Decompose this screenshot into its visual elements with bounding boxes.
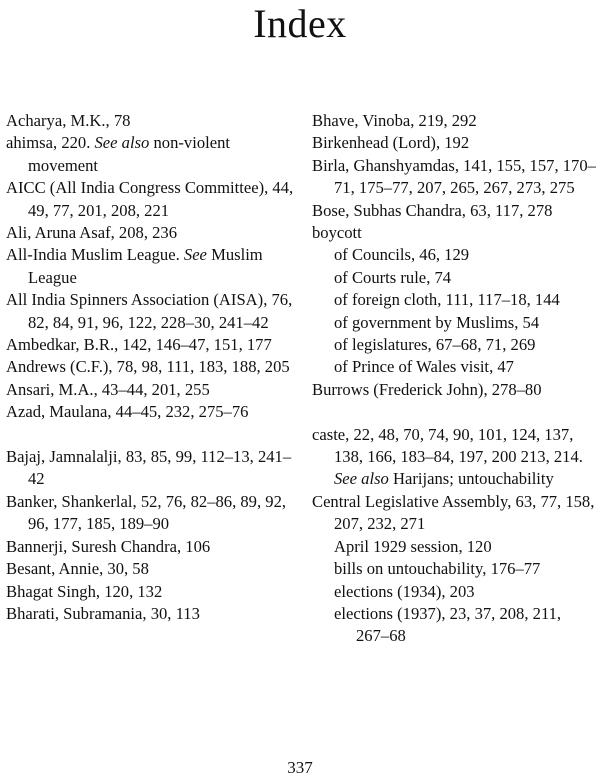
entry-term: elections (1937): [334, 603, 442, 623]
index-entry: [6, 401, 296, 423]
cross-reference-target: non-violent movement: [28, 133, 230, 175]
index-subentry: [312, 536, 597, 558]
entry-term: of government by Muslims: [334, 312, 515, 332]
cross-reference-label: See also: [94, 133, 150, 153]
index-entry: [6, 132, 296, 177]
separator: ,: [461, 200, 471, 220]
page-references: 52, 76, 82–86, 89, 92, 96, 177, 185, 189–90: [28, 491, 287, 534]
cross-reference-target: Muslim League: [28, 245, 263, 287]
page-references: 44, 49, 77, 201, 208, 221: [28, 178, 294, 220]
page-references: 47: [497, 357, 514, 377]
index-subentry: [312, 334, 597, 356]
index-entry: [312, 491, 597, 536]
page-references: 63, 117, 278: [470, 200, 553, 220]
entry-term: Bhagat Singh: [6, 581, 96, 601]
index-entry: [312, 200, 597, 222]
page-references: 219, 292: [418, 111, 477, 130]
index-entry: [6, 110, 296, 132]
separator: ,: [263, 290, 272, 310]
cross-reference-label: See also: [334, 469, 389, 489]
separator: ,: [93, 379, 102, 399]
separator: ,: [114, 335, 123, 355]
entry-term: of Courts rule: [334, 267, 427, 287]
page-references: 54: [522, 312, 540, 332]
page-references: 106: [185, 536, 211, 556]
entry-term: Ambedkar, B.R.: [6, 335, 115, 355]
page-title: Index: [253, 1, 347, 46]
page-references: 120: [466, 536, 492, 556]
page-references: 44–45, 232, 275–76: [115, 402, 249, 422]
separator: ,: [489, 357, 498, 377]
page-references: 74: [434, 267, 452, 287]
index-entry: [6, 222, 296, 244]
page-references: 208, 236: [118, 223, 177, 243]
page-references: 46, 129: [419, 245, 470, 265]
separator: ,: [441, 603, 450, 623]
entry-term: Central Legislative Assembly: [312, 491, 508, 511]
index-entry: [6, 491, 296, 536]
separator: ,: [105, 111, 114, 130]
separator: ,: [482, 559, 491, 579]
index-entry: [6, 244, 296, 289]
page-references: 30, 58: [107, 559, 149, 579]
entry-term: Besant, Annie: [6, 559, 100, 579]
index-entry: [6, 536, 296, 558]
entry-term: of Prince of Wales visit: [334, 357, 490, 377]
entry-term: Bose, Subhas Chandra: [312, 200, 462, 220]
separator: ,: [483, 379, 492, 399]
separator: ,: [514, 312, 523, 332]
separator: ,: [345, 424, 354, 444]
entry-term: boycott: [312, 223, 362, 243]
separator: ,: [53, 133, 62, 153]
entry-term: of foreign cloth: [334, 290, 438, 310]
entry-spacer: [312, 401, 597, 423]
entry-spacer: [6, 424, 296, 446]
entry-term: caste: [312, 424, 346, 444]
separator: ,: [117, 447, 126, 467]
page-references: 120, 132: [104, 581, 163, 601]
separator: ,: [176, 536, 186, 556]
separator: ,: [458, 536, 467, 556]
entry-term: of Councils: [334, 245, 411, 265]
separator: ,: [410, 245, 420, 265]
page-references: 78: [113, 111, 131, 130]
page-references: 192: [444, 133, 470, 153]
entry-term: All India Spinners Association (AISA): [6, 290, 264, 310]
separator: ,: [132, 491, 141, 511]
index-entry: [312, 132, 597, 154]
page-references: 83, 85, 99, 112–13, 241–42: [28, 447, 292, 489]
separator: ,: [110, 223, 119, 243]
entry-term: Bhave, Vinoba: [312, 111, 411, 130]
index-entry: [312, 155, 597, 200]
page-references: 76, 82, 84, 91, 96, 122, 228–30, 241–42: [28, 290, 293, 332]
separator: ,: [441, 581, 450, 601]
separator: ,: [437, 290, 446, 310]
page-references: 63, 77, 158, 207, 232, 271: [334, 491, 595, 534]
page-references: 176–77: [490, 559, 541, 579]
index-entry: [6, 177, 296, 222]
entry-term: Ansari, M.A.: [6, 379, 94, 399]
separator: ,: [108, 357, 117, 377]
entry-term: Bharati, Subramania: [6, 603, 143, 623]
index-subentry: [312, 267, 597, 289]
page-references: 141, 155, 157, 170–71, 175–77, 207, 265, 267, 273, 275: [334, 155, 596, 198]
page-number: 337: [287, 758, 313, 777]
index-entry: [312, 424, 597, 491]
index-subentry: [312, 558, 597, 580]
index-entry: [6, 334, 296, 356]
separator: .: [175, 245, 184, 265]
separator: ,: [435, 133, 445, 153]
separator: ,: [107, 402, 116, 422]
index-entry: [6, 581, 296, 603]
index-subentry: [312, 603, 597, 648]
page-references: 78, 98, 111, 183, 188, 205: [116, 357, 290, 377]
separator: ,: [427, 335, 436, 355]
page-references: 142, 146–47, 151, 177: [122, 335, 272, 355]
entry-term: Ali, Aruna Asaf: [6, 223, 111, 243]
index-entry: [6, 356, 296, 378]
index-subentry: [312, 581, 597, 603]
page-references: 43–44, 201, 255: [101, 379, 210, 399]
entry-term: bills on untouchability: [334, 559, 483, 579]
entry-term: of legislatures: [334, 335, 428, 355]
index-subentry: [312, 289, 597, 311]
page-references: 111, 117–18, 144: [445, 290, 560, 310]
entry-term: Birla, Ghanshyamdas: [312, 155, 455, 175]
entry-term: ahimsa: [6, 133, 54, 153]
separator: ,: [95, 581, 105, 601]
index-entry: [312, 110, 597, 132]
page-references: 30, 113: [150, 603, 200, 623]
entry-term: Bannerji, Suresh Chandra: [6, 536, 177, 556]
index-subentry: [312, 244, 597, 266]
index-entry: [6, 603, 296, 625]
index-column-right: [312, 110, 597, 648]
entry-term: AICC (All India Congress Committee): [6, 178, 265, 198]
entry-term: Birkenhead (Lord): [312, 133, 436, 153]
separator: ,: [426, 267, 435, 287]
entry-term: All-India Muslim League: [6, 245, 176, 265]
separator: ,: [142, 603, 151, 623]
cross-reference-label: See: [183, 245, 207, 265]
entry-term: Burrows (Frederick John): [312, 379, 484, 399]
entry-term: Andrews (C.F.): [6, 357, 109, 377]
separator: ,: [99, 559, 108, 579]
index-entry: [6, 558, 296, 580]
cross-reference-target: Harijans; untouchability: [388, 469, 554, 489]
index-entry: [6, 289, 296, 334]
entry-term: Bajaj, Jamnalalji: [6, 447, 118, 467]
index-column-left: [6, 110, 296, 625]
entry-term: Acharya, M.K.: [6, 111, 106, 130]
page-references: 278–80: [491, 379, 542, 399]
entry-term: April 1929 session: [334, 536, 459, 556]
page-references: 22, 48, 70, 74, 90, 101, 124, 137, 138, 166, 183–84, 197, 200 213, 214.: [334, 424, 583, 467]
page-references: 67–68, 71, 269: [435, 335, 536, 355]
index-entry: [312, 222, 597, 244]
entry-term: elections (1934): [334, 581, 442, 601]
entry-term: Azad, Maulana: [6, 402, 108, 422]
index-entry: [6, 446, 296, 491]
entry-term: Banker, Shankerlal: [6, 491, 133, 511]
index-subentry: [312, 312, 597, 334]
separator: ,: [507, 491, 516, 511]
separator: ,: [264, 178, 273, 198]
index-entry: [6, 379, 296, 401]
index-subentry: [312, 356, 597, 378]
index-entry: [312, 379, 597, 401]
separator: ,: [454, 155, 464, 175]
separator: ,: [410, 111, 419, 130]
page-references: 23, 37, 208, 211, 267–68: [356, 603, 562, 646]
page-references: 220.: [61, 133, 95, 153]
page-references: 203: [449, 581, 475, 601]
